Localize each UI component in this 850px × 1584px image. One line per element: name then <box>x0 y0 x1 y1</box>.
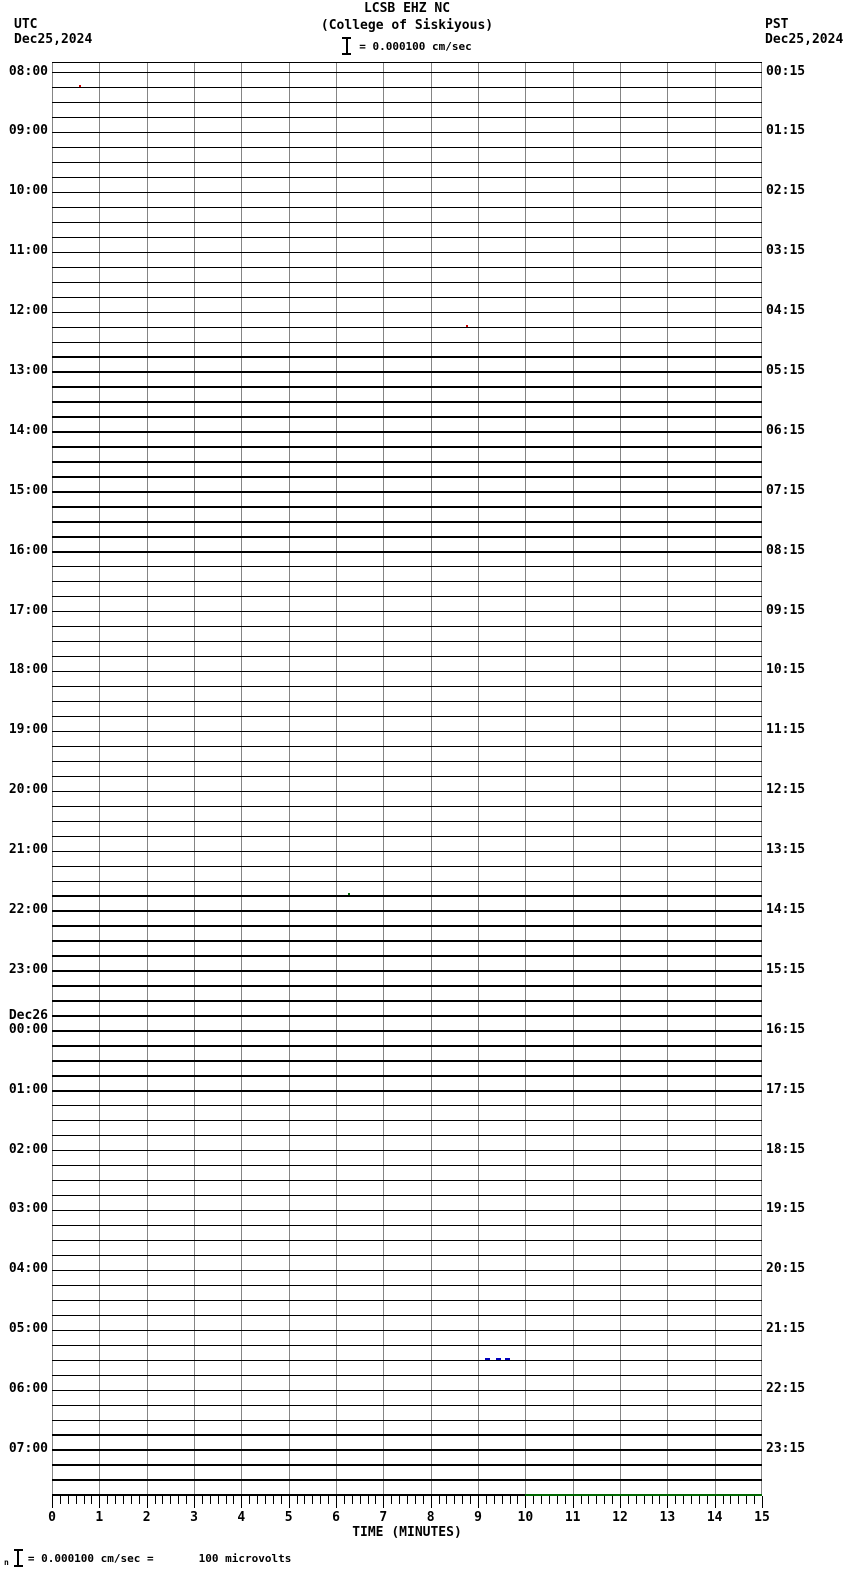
axis-minor-tick <box>746 1496 747 1504</box>
trace-line <box>52 1390 762 1391</box>
axis-minor-tick <box>699 1496 700 1504</box>
trace-line <box>52 925 762 926</box>
hour-label-pst: 02:15 <box>766 183 806 199</box>
footer-scale-text: = 0.000100 cm/sec = <box>27 1551 154 1565</box>
trace-line <box>52 1060 762 1061</box>
hour-label-utc: 01:00 <box>8 1081 48 1097</box>
trace-line <box>52 207 762 208</box>
trace-line <box>52 1000 762 1001</box>
trace-line <box>52 1210 762 1211</box>
trace-line <box>52 955 762 956</box>
plot-frame-top <box>52 62 762 63</box>
hour-label-pst: 17:15 <box>766 1081 806 1097</box>
axis-minor-tick <box>407 1496 408 1504</box>
axis-minor-tick <box>415 1496 416 1504</box>
axis-tick-label: 13 <box>659 1510 676 1525</box>
hour-label-utc: 09:00 <box>8 123 48 139</box>
event-mark <box>485 1358 490 1360</box>
seismogram-plot <box>52 62 762 1495</box>
trace-line <box>52 716 762 717</box>
trace-line <box>52 1225 762 1226</box>
footer-value-text: 100 microvolts <box>198 1551 292 1565</box>
trace-line <box>52 1434 762 1435</box>
axis-minor-tick <box>738 1496 739 1504</box>
hour-label-pst: 10:15 <box>766 662 806 678</box>
axis-tick-label: 0 <box>48 1510 56 1525</box>
axis-minor-tick <box>549 1496 550 1504</box>
trace-line <box>52 566 762 567</box>
axis-minor-tick <box>162 1496 163 1504</box>
axis-minor-tick <box>470 1496 471 1504</box>
x-axis-title: TIME (MINUTES) <box>352 1525 462 1540</box>
hour-label-pst: 16:15 <box>766 1021 806 1037</box>
hour-label-pst: 18:15 <box>766 1141 806 1157</box>
trace-line <box>52 551 762 552</box>
axis-minor-tick <box>84 1496 85 1504</box>
trace-line <box>52 746 762 747</box>
axis-minor-tick <box>320 1496 321 1504</box>
axis-minor-tick <box>360 1496 361 1504</box>
trace-line <box>52 761 762 762</box>
trace-line <box>52 940 762 941</box>
hour-label-pst: 07:15 <box>766 482 806 498</box>
hour-label-utc: 17:00 <box>8 602 48 618</box>
trace-line <box>52 671 762 672</box>
axis-minor-tick <box>675 1496 676 1504</box>
axis-minor-tick <box>312 1496 313 1504</box>
trace-line <box>52 626 762 627</box>
axis-tick-label: 7 <box>379 1510 388 1525</box>
axis-minor-tick <box>754 1496 755 1504</box>
trace-line <box>52 1030 762 1031</box>
hour-label-utc: 13:00 <box>8 362 48 378</box>
hour-label-pst: 03:15 <box>766 243 806 259</box>
hour-label-utc: 21:00 <box>8 842 48 858</box>
axis-minor-tick <box>265 1496 266 1504</box>
hour-label-utc: 20:00 <box>8 782 48 798</box>
event-mark <box>348 893 350 895</box>
minute-gridline <box>525 62 526 1495</box>
hour-label-utc: 07:00 <box>8 1440 48 1456</box>
trace-line <box>52 821 762 822</box>
trace-line <box>52 147 762 148</box>
minute-gridline <box>431 62 432 1495</box>
axis-minor-tick <box>304 1496 305 1504</box>
axis-tick-label: 8 <box>426 1510 435 1525</box>
minute-gridline <box>383 62 384 1495</box>
axis-tick-label: 15 <box>754 1510 770 1525</box>
axis-minor-tick <box>462 1496 463 1504</box>
hour-label-pst: 12:15 <box>766 782 806 798</box>
event-mark <box>466 325 468 327</box>
trace-line <box>52 806 762 807</box>
trace-line <box>52 656 762 657</box>
hour-label-utc: 16:00 <box>8 542 48 558</box>
minute-gridline <box>52 62 53 1495</box>
minute-gridline <box>715 62 716 1495</box>
hour-label-pst: 15:15 <box>766 961 806 977</box>
axis-minor-tick <box>273 1496 274 1504</box>
trace-line <box>52 521 762 522</box>
trace-line <box>52 192 762 193</box>
axis-minor-tick <box>723 1496 724 1504</box>
axis-minor-tick <box>170 1496 171 1504</box>
trace-line <box>52 1015 762 1016</box>
trace-line <box>52 1255 762 1256</box>
axis-tick-label: 6 <box>332 1510 340 1525</box>
right-date-label: Dec25,2024 <box>765 32 844 47</box>
hour-label-utc: 18:00 <box>8 662 48 678</box>
trace-line <box>52 910 762 911</box>
trace-line <box>52 386 762 387</box>
footer-prefix: n <box>4 1558 9 1567</box>
axis-major-tick <box>667 1496 668 1508</box>
trace-line <box>52 312 762 313</box>
minute-gridline <box>99 62 100 1495</box>
axis-minor-tick <box>249 1496 250 1504</box>
axis-minor-tick <box>186 1496 187 1504</box>
trace-line <box>52 282 762 283</box>
axis-minor-tick <box>344 1496 345 1504</box>
axis-major-tick <box>525 1496 526 1508</box>
trace-line <box>52 1285 762 1286</box>
axis-minor-tick <box>612 1496 613 1504</box>
minute-gridline <box>478 62 479 1495</box>
axis-tick-label: 4 <box>237 1510 246 1525</box>
hour-label-utc: 14:00 <box>8 422 48 438</box>
trace-line <box>52 1195 762 1196</box>
axis-minor-tick <box>328 1496 329 1504</box>
axis-tick-label: 14 <box>706 1510 723 1525</box>
trace-line <box>52 117 762 118</box>
hour-label-utc: 03:00 <box>8 1201 48 1217</box>
minute-gridline <box>573 62 574 1495</box>
hour-label-utc: 04:00 <box>8 1261 48 1277</box>
trace-line <box>52 866 762 867</box>
trace-line <box>52 177 762 178</box>
trace-line <box>52 1479 762 1480</box>
trace-line <box>52 162 762 163</box>
minute-gridline <box>289 62 290 1495</box>
station-subtitle: (College of Siskiyous) <box>320 18 494 33</box>
trace-line <box>52 342 762 343</box>
hour-label-utc: 19:00 <box>8 722 48 738</box>
axis-tick-label: 2 <box>142 1510 151 1525</box>
axis-minor-tick <box>226 1496 227 1504</box>
axis-major-tick <box>336 1496 337 1508</box>
axis-minor-tick <box>517 1496 518 1504</box>
axis-minor-tick <box>581 1496 582 1504</box>
event-mark <box>505 1358 510 1360</box>
trace-line <box>52 791 762 792</box>
trace-line <box>52 237 762 238</box>
axis-minor-tick <box>691 1496 692 1504</box>
trace-line <box>52 327 762 328</box>
axis-minor-tick <box>644 1496 645 1504</box>
trace-line <box>52 581 762 582</box>
axis-major-tick <box>289 1496 290 1508</box>
axis-minor-tick <box>123 1496 124 1504</box>
trace-line <box>52 356 762 357</box>
axis-tick-label: 11 <box>564 1510 581 1525</box>
axis-major-tick <box>194 1496 195 1508</box>
axis-minor-tick <box>399 1496 400 1504</box>
axis-minor-tick <box>375 1496 376 1504</box>
trace-line <box>52 536 762 537</box>
axis-minor-tick <box>541 1496 542 1504</box>
axis-minor-tick <box>659 1496 660 1504</box>
minute-gridline <box>620 62 621 1495</box>
hour-label-pst: 20:15 <box>766 1261 806 1277</box>
axis-minor-tick <box>107 1496 108 1504</box>
axis-minor-tick <box>730 1496 731 1504</box>
trace-line <box>52 895 762 896</box>
hour-label-utc: 05:00 <box>8 1321 48 1337</box>
hour-label-pst: 06:15 <box>766 422 806 438</box>
trace-line <box>52 87 762 88</box>
axis-minor-tick <box>494 1496 495 1504</box>
hour-label-utc: 22:00 <box>8 901 48 917</box>
event-mark <box>79 85 81 87</box>
axis-minor-tick <box>439 1496 440 1504</box>
trace-line <box>52 1375 762 1376</box>
axis-minor-tick <box>68 1496 69 1504</box>
hour-label-pst: 11:15 <box>766 722 806 738</box>
axis-minor-tick <box>502 1496 503 1504</box>
hour-label-utc: 15:00 <box>8 482 48 498</box>
axis-major-tick <box>241 1496 242 1508</box>
scale-text: = 0.000100 cm/sec <box>359 39 472 53</box>
axis-major-tick <box>573 1496 574 1508</box>
trace-line <box>52 686 762 687</box>
axis-minor-tick <box>218 1496 219 1504</box>
trace-line <box>52 1105 762 1106</box>
axis-major-tick <box>383 1496 384 1508</box>
axis-major-tick <box>478 1496 479 1508</box>
station-title: LCSB EHZ NC <box>363 1 451 16</box>
axis-minor-tick <box>115 1496 116 1504</box>
hour-label-utc: 11:00 <box>8 243 48 259</box>
left-timezone-label: UTC <box>14 17 38 32</box>
axis-minor-tick <box>652 1496 653 1504</box>
axis-minor-tick <box>588 1496 589 1504</box>
minute-gridline <box>147 62 148 1495</box>
axis-minor-tick <box>510 1496 511 1504</box>
axis-minor-tick <box>628 1496 629 1504</box>
trace-line <box>52 1120 762 1121</box>
hour-label-pst: 21:15 <box>766 1321 806 1337</box>
trace-line <box>52 416 762 417</box>
trace-line <box>52 446 762 447</box>
trace-line <box>52 1150 762 1151</box>
axis-minor-tick <box>565 1496 566 1504</box>
trace-line <box>52 1420 762 1421</box>
axis-tick-label: 12 <box>612 1510 628 1525</box>
axis-major-tick <box>147 1496 148 1508</box>
hour-label-pst: 13:15 <box>766 842 806 858</box>
axis-tick-label: 10 <box>517 1510 534 1525</box>
trace-line <box>52 102 762 103</box>
trace-line <box>52 1165 762 1166</box>
trace-line <box>52 1330 762 1331</box>
axis-minor-tick <box>557 1496 558 1504</box>
footer-scale-note <box>4 1549 291 1567</box>
axis-minor-tick <box>257 1496 258 1504</box>
minute-gridline <box>336 62 337 1495</box>
axis-minor-tick <box>155 1496 156 1504</box>
hour-label-utc: 10:00 <box>8 183 48 199</box>
trace-line <box>52 1360 762 1361</box>
axis-minor-tick <box>533 1496 534 1504</box>
trace-line <box>52 731 762 732</box>
trace-line <box>52 1300 762 1301</box>
trace-line <box>52 1240 762 1241</box>
left-date-label: Dec25,2024 <box>14 32 93 47</box>
trace-line <box>52 836 762 837</box>
axis-major-tick <box>99 1496 100 1508</box>
axis-major-tick <box>715 1496 716 1508</box>
hour-label-utc: 00:00 <box>8 1021 48 1037</box>
trace-line <box>52 701 762 702</box>
trace-line <box>52 1449 762 1450</box>
amplitude-scale-row <box>52 38 762 54</box>
axis-minor-tick <box>604 1496 605 1504</box>
axis-minor-tick <box>454 1496 455 1504</box>
hour-label-pst: 00:15 <box>766 63 806 79</box>
trace-line <box>52 970 762 971</box>
axis-minor-tick <box>131 1496 132 1504</box>
hour-label-pst: 05:15 <box>766 362 806 378</box>
axis-minor-tick <box>210 1496 211 1504</box>
axis-major-tick <box>620 1496 621 1508</box>
axis-tick-label: 1 <box>95 1510 104 1525</box>
axis-major-tick <box>431 1496 432 1508</box>
axis-minor-tick <box>423 1496 424 1504</box>
trace-line <box>52 1135 762 1136</box>
axis-minor-tick <box>139 1496 140 1504</box>
trace-line <box>52 461 762 462</box>
trace-line <box>52 297 762 298</box>
date-label: Dec26 <box>8 1007 48 1023</box>
trace-line <box>52 491 762 492</box>
axis-tick-label: 5 <box>284 1510 293 1525</box>
axis-minor-tick <box>60 1496 61 1504</box>
axis-minor-tick <box>446 1496 447 1504</box>
trace-line <box>52 1315 762 1316</box>
footer-scale-bar-icon <box>14 1549 23 1567</box>
trace-line <box>52 1464 762 1465</box>
axis-minor-tick <box>202 1496 203 1504</box>
axis-minor-tick <box>486 1496 487 1504</box>
trace-line <box>52 252 762 253</box>
axis-tick-label: 3 <box>190 1510 198 1525</box>
hour-label-pst: 22:15 <box>766 1381 806 1397</box>
hour-label-utc: 02:00 <box>8 1141 48 1157</box>
axis-minor-tick <box>391 1496 392 1504</box>
hour-label-utc: 12:00 <box>8 303 48 319</box>
axis-major-tick <box>762 1496 763 1508</box>
trace-line <box>52 1075 762 1076</box>
trace-line <box>52 641 762 642</box>
axis-tick-label: 9 <box>474 1510 482 1525</box>
trace-line <box>52 506 762 507</box>
trace-line <box>52 1345 762 1346</box>
hour-label-pst: 23:15 <box>766 1440 806 1456</box>
trace-line <box>52 132 762 133</box>
trace-line <box>52 401 762 402</box>
hour-label-pst: 04:15 <box>766 303 806 319</box>
hour-label-utc: 08:00 <box>8 63 48 79</box>
minute-gridline <box>194 62 195 1495</box>
trace-line <box>52 611 762 612</box>
axis-minor-tick <box>596 1496 597 1504</box>
minute-gridline <box>761 62 762 1495</box>
axis-minor-tick <box>368 1496 369 1504</box>
hour-label-pst: 01:15 <box>766 123 806 139</box>
trace-line <box>52 851 762 852</box>
trace-line <box>52 1090 762 1091</box>
axis-minor-tick <box>636 1496 637 1504</box>
axis-major-tick <box>52 1496 53 1508</box>
axis-minor-tick <box>683 1496 684 1504</box>
trace-line <box>52 431 762 432</box>
trace-line <box>52 222 762 223</box>
event-mark <box>496 1358 501 1360</box>
trace-line <box>52 267 762 268</box>
hour-label-pst: 14:15 <box>766 901 806 917</box>
trace-line <box>52 776 762 777</box>
trace-line <box>52 985 762 986</box>
hour-label-pst: 08:15 <box>766 542 806 558</box>
trace-line <box>52 1180 762 1181</box>
hour-label-utc: 06:00 <box>8 1381 48 1397</box>
axis-minor-tick <box>76 1496 77 1504</box>
minute-gridline <box>667 62 668 1495</box>
hour-label-pst: 09:15 <box>766 602 806 618</box>
trace-line <box>52 1405 762 1406</box>
axis-minor-tick <box>707 1496 708 1504</box>
scale-bar-icon <box>342 37 351 55</box>
hour-label-utc: 23:00 <box>8 961 48 977</box>
hour-label-pst: 19:15 <box>766 1201 806 1217</box>
axis-minor-tick <box>352 1496 353 1504</box>
axis-minor-tick <box>178 1496 179 1504</box>
trace-line <box>52 1270 762 1271</box>
trace-line <box>52 881 762 882</box>
right-timezone-label: PST <box>765 17 789 32</box>
trace-line <box>52 476 762 477</box>
axis-minor-tick <box>91 1496 92 1504</box>
minute-gridline <box>241 62 242 1495</box>
trace-line <box>52 1045 762 1046</box>
axis-minor-tick <box>297 1496 298 1504</box>
trace-line <box>52 596 762 597</box>
trace-line <box>52 371 762 372</box>
trace-line <box>52 72 762 73</box>
axis-minor-tick <box>233 1496 234 1504</box>
axis-minor-tick <box>281 1496 282 1504</box>
